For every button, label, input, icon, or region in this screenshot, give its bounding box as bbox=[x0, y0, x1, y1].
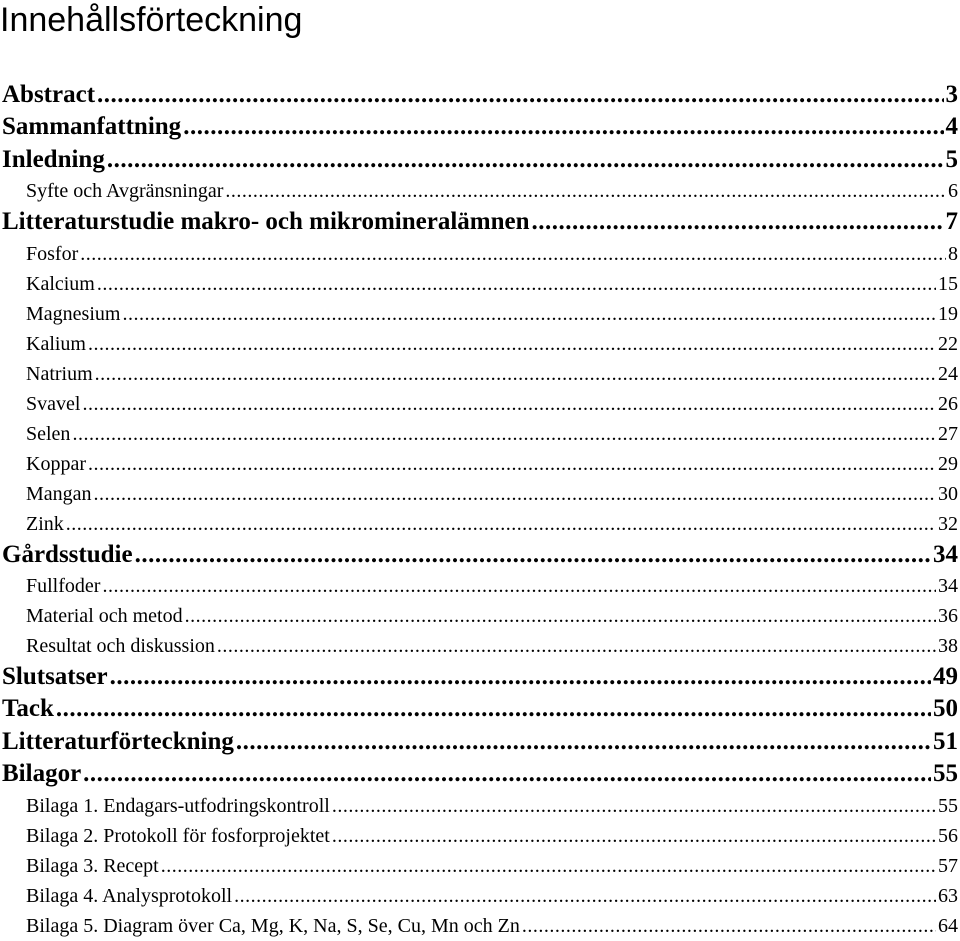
toc-heading-entry[interactable] bbox=[0, 693, 960, 725]
toc-page-number: 55 bbox=[933, 758, 960, 790]
toc-page-number: 55 bbox=[938, 791, 960, 821]
toc-subentry[interactable] bbox=[0, 881, 960, 911]
toc-subentry[interactable] bbox=[0, 449, 960, 479]
toc-page-number: 34 bbox=[938, 571, 960, 601]
toc-dot-leader bbox=[102, 571, 936, 601]
toc-dot-leader bbox=[332, 821, 936, 851]
toc-entry-label: Bilagor bbox=[2, 758, 81, 790]
toc-entry-label: Svavel bbox=[26, 389, 80, 419]
toc-heading-entry[interactable] bbox=[0, 726, 960, 758]
toc-page-number: 27 bbox=[938, 419, 960, 449]
toc-dot-leader bbox=[107, 144, 944, 176]
toc-entry-label: Natrium bbox=[26, 359, 93, 389]
toc-page-number: 36 bbox=[938, 601, 960, 631]
toc-subentry[interactable] bbox=[0, 479, 960, 509]
toc-dot-leader bbox=[82, 389, 936, 419]
toc-entry-label: Gårdsstudie bbox=[2, 539, 133, 571]
toc-subentry[interactable] bbox=[0, 821, 960, 851]
toc-subentry[interactable] bbox=[0, 269, 960, 299]
toc-entry-label: Resultat och diskussion bbox=[26, 631, 215, 661]
toc-heading-entry[interactable] bbox=[0, 111, 960, 143]
toc-entry-label: Bilaga 4. Analysprotokoll bbox=[26, 881, 232, 911]
toc-page-number: 34 bbox=[933, 539, 960, 571]
toc-page-number: 6 bbox=[948, 176, 960, 206]
toc-subentry[interactable] bbox=[0, 239, 960, 269]
toc-dot-leader bbox=[66, 509, 936, 539]
toc-dot-leader bbox=[88, 329, 936, 359]
toc-dot-leader bbox=[225, 176, 946, 206]
toc-page-number: 38 bbox=[938, 631, 960, 661]
toc-dot-leader bbox=[83, 758, 931, 790]
toc-heading-entry[interactable] bbox=[0, 206, 960, 238]
toc-page-number: 22 bbox=[938, 329, 960, 359]
toc-page-number: 4 bbox=[946, 111, 960, 143]
toc-page-number: 29 bbox=[938, 449, 960, 479]
toc-subentry[interactable] bbox=[0, 299, 960, 329]
toc-page-number: 15 bbox=[938, 269, 960, 299]
toc-dot-leader bbox=[95, 359, 936, 389]
toc-entry-label: Zink bbox=[26, 509, 64, 539]
toc-entry-label: Bilaga 2. Protokoll för fosforprojektet bbox=[26, 821, 330, 851]
toc-page-number: 57 bbox=[938, 851, 960, 881]
toc-page-number: 49 bbox=[933, 661, 960, 693]
toc-entry-label: Fullfoder bbox=[26, 571, 100, 601]
toc-entry-label: Litteraturstudie makro- och mikromineralämnen bbox=[2, 206, 530, 238]
toc-subentry[interactable] bbox=[0, 419, 960, 449]
toc-dot-leader bbox=[56, 693, 931, 725]
toc-subentry[interactable] bbox=[0, 389, 960, 419]
toc-page-number: 8 bbox=[948, 239, 960, 269]
page-title: Innehållsförteckning bbox=[0, 0, 302, 40]
toc-subentry[interactable] bbox=[0, 509, 960, 539]
toc-dot-leader bbox=[183, 111, 943, 143]
toc-dot-leader bbox=[97, 79, 943, 111]
toc-entry-label: Litteraturförteckning bbox=[2, 726, 234, 758]
toc-entry-label: Koppar bbox=[26, 449, 86, 479]
toc-dot-leader bbox=[185, 601, 936, 631]
toc-page-number: 63 bbox=[938, 881, 960, 911]
toc-subentry[interactable] bbox=[0, 329, 960, 359]
toc-page-number: 24 bbox=[938, 359, 960, 389]
toc-entry-label: Syfte och Avgränsningar bbox=[26, 176, 223, 206]
toc-entry-label: Tack bbox=[2, 693, 54, 725]
toc-page-number: 32 bbox=[938, 509, 960, 539]
toc-page-number: 51 bbox=[933, 726, 960, 758]
toc-page-number: 5 bbox=[946, 144, 960, 176]
toc-subentry[interactable] bbox=[0, 176, 960, 206]
toc-dot-leader bbox=[332, 791, 936, 821]
toc-dot-leader bbox=[94, 479, 936, 509]
toc-entry-label: Bilaga 5. Diagram över Ca, Mg, K, Na, S, Se, Cu, Mn och Zn bbox=[26, 911, 520, 941]
toc-heading-entry[interactable] bbox=[0, 539, 960, 571]
toc-page-number: 19 bbox=[938, 299, 960, 329]
toc-dot-leader bbox=[135, 539, 931, 571]
toc-subentry[interactable] bbox=[0, 601, 960, 631]
toc-dot-leader bbox=[97, 269, 936, 299]
toc-page-number: 56 bbox=[938, 821, 960, 851]
toc-dot-leader bbox=[217, 631, 936, 661]
toc-dot-leader bbox=[236, 726, 931, 758]
toc-subentry[interactable] bbox=[0, 631, 960, 661]
toc-heading-entry[interactable] bbox=[0, 661, 960, 693]
toc-heading-entry[interactable] bbox=[0, 144, 960, 176]
toc-page-number: 64 bbox=[938, 911, 960, 941]
toc-entry-label: Slutsatser bbox=[2, 661, 108, 693]
toc-dot-leader bbox=[110, 661, 931, 693]
toc-entry-label: Material och metod bbox=[26, 601, 183, 631]
table-of-contents bbox=[0, 79, 960, 941]
toc-entry-label: Kalcium bbox=[26, 269, 95, 299]
toc-dot-leader bbox=[72, 419, 936, 449]
toc-entry-label: Magnesium bbox=[26, 299, 120, 329]
toc-subentry[interactable] bbox=[0, 359, 960, 389]
toc-subentry[interactable] bbox=[0, 571, 960, 601]
toc-subentry[interactable] bbox=[0, 911, 960, 941]
toc-entry-label: Inledning bbox=[2, 144, 105, 176]
toc-entry-label: Kalium bbox=[26, 329, 86, 359]
toc-dot-leader bbox=[122, 299, 936, 329]
toc-entry-label: Bilaga 1. Endagars-utfodringskontroll bbox=[26, 791, 330, 821]
toc-page-number: 50 bbox=[933, 693, 960, 725]
toc-entry-label: Abstract bbox=[2, 79, 95, 111]
toc-entry-label: Fosfor bbox=[26, 239, 78, 269]
toc-page-number: 26 bbox=[938, 389, 960, 419]
toc-entry-label: Selen bbox=[26, 419, 70, 449]
toc-dot-leader bbox=[80, 239, 946, 269]
toc-entry-label: Mangan bbox=[26, 479, 92, 509]
toc-heading-entry[interactable] bbox=[0, 758, 960, 790]
toc-entry-label: Sammanfattning bbox=[2, 111, 181, 143]
toc-heading-entry[interactable] bbox=[0, 79, 960, 111]
toc-dot-leader bbox=[234, 881, 936, 911]
toc-dot-leader bbox=[161, 851, 936, 881]
toc-subentry[interactable] bbox=[0, 791, 960, 821]
toc-dot-leader bbox=[532, 206, 944, 238]
toc-page-number: 3 bbox=[946, 79, 960, 111]
toc-dot-leader bbox=[522, 911, 936, 941]
toc-page-number: 7 bbox=[946, 206, 960, 238]
toc-entry-label: Bilaga 3. Recept bbox=[26, 851, 159, 881]
toc-subentry[interactable] bbox=[0, 851, 960, 881]
toc-dot-leader bbox=[88, 449, 936, 479]
toc-page-number: 30 bbox=[938, 479, 960, 509]
